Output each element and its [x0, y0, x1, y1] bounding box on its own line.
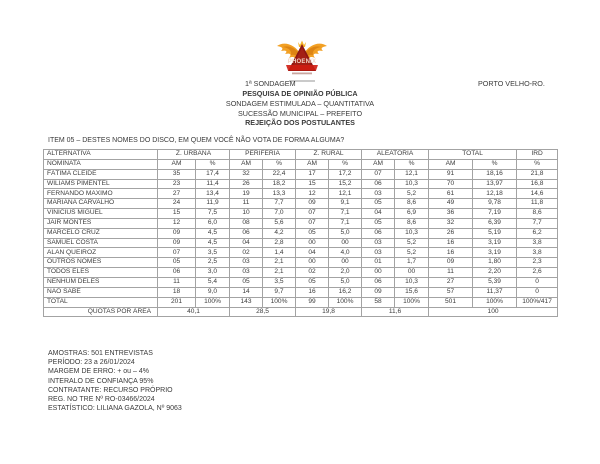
value-cell: 14,6 — [517, 189, 558, 199]
value-cell: 00 — [296, 258, 329, 268]
value-cell: 7,1 — [329, 209, 362, 219]
row-label-cell: TODOS ELES — [44, 268, 158, 278]
value-cell: 15 — [296, 179, 329, 189]
value-cell: 91 — [429, 169, 473, 179]
footer-error-margin: MARGEM DE ERRO: + ou – 4% — [48, 368, 149, 376]
footer-contractor: CONTRATANTE: RECURSO PRÓPRIO — [48, 386, 173, 394]
value-cell: 11,9 — [196, 199, 230, 209]
location-label: PORTO VELHO-RO. — [478, 79, 545, 88]
column-sub-header: AM — [362, 159, 395, 169]
table-row — [44, 238, 558, 248]
table-sub-header-row — [44, 159, 558, 169]
column-sub-header: % — [395, 159, 429, 169]
value-cell: 09 — [429, 258, 473, 268]
value-cell: 03 — [362, 238, 395, 248]
value-cell: 06 — [362, 277, 395, 287]
value-cell: 06 — [230, 228, 263, 238]
value-cell: 58 — [362, 297, 395, 307]
quota-value-cell: 28,5 — [230, 307, 296, 317]
table-row — [44, 277, 558, 287]
value-cell: 04 — [230, 238, 263, 248]
value-cell: 03 — [230, 268, 263, 278]
table-row — [44, 228, 558, 238]
value-cell: 7,7 — [263, 199, 296, 209]
value-cell: 09 — [296, 199, 329, 209]
value-cell: 57 — [429, 287, 473, 297]
value-cell: 07 — [362, 169, 395, 179]
value-cell: 4,2 — [263, 228, 296, 238]
row-label-cell: VINICIUS MIGUEL — [44, 209, 158, 219]
logo-fineprint-strip — [292, 73, 312, 75]
value-cell: 09 — [158, 238, 196, 248]
row-label-cell: WILIAMS PIMENTEL — [44, 179, 158, 189]
footer-samples: AMOSTRAS: 501 ENTREVISTAS — [48, 350, 153, 357]
value-cell: 23 — [158, 179, 196, 189]
value-cell: 2,1 — [263, 258, 296, 268]
column-sub-header: AM — [158, 159, 196, 169]
value-cell: 10,3 — [395, 228, 429, 238]
value-cell: 05 — [362, 199, 395, 209]
value-cell: 0 — [517, 277, 558, 287]
table-quotas-row — [44, 307, 558, 317]
item-question: ITEM 05 – DESTES NOMES DO DISCO, EM QUEM VOCÊ NÃO VOTA DE FORMA ALGUMA? — [48, 137, 345, 144]
value-cell: 09 — [362, 287, 395, 297]
column-group-header: ALEATÓRIA — [362, 150, 429, 160]
value-cell: 15,6 — [395, 287, 429, 297]
value-cell: 100% — [329, 297, 362, 307]
value-cell: 2,6 — [517, 268, 558, 278]
value-cell: 26 — [230, 179, 263, 189]
value-cell: 16 — [429, 238, 473, 248]
report-subtitle-section: REJEIÇÃO DOS POSTULANTES — [245, 118, 355, 127]
value-cell: 21,8 — [517, 169, 558, 179]
value-cell: 03 — [230, 258, 263, 268]
value-cell: 00 — [329, 238, 362, 248]
value-cell: 10,3 — [395, 179, 429, 189]
value-cell: 2,8 — [263, 238, 296, 248]
footer-registration: REG. NO TRE Nº RO-03466/2024 — [48, 396, 155, 404]
value-cell: 2,0 — [329, 268, 362, 278]
value-cell: 27 — [158, 189, 196, 199]
value-cell: 5,4 — [196, 277, 230, 287]
value-cell: 19 — [230, 189, 263, 199]
value-cell: 26 — [429, 228, 473, 238]
value-cell: 17,2 — [329, 169, 362, 179]
value-cell: 13,3 — [263, 189, 296, 199]
value-cell: 18,16 — [473, 169, 517, 179]
table-row — [44, 297, 558, 307]
table-row — [44, 258, 558, 268]
footer-info — [48, 349, 182, 413]
value-cell: 00 — [362, 268, 395, 278]
value-cell: 10,3 — [395, 277, 429, 287]
value-cell: 05 — [230, 277, 263, 287]
value-cell: 07 — [296, 218, 329, 228]
report-title: PESQUISA DE OPINIÃO PÚBLICA — [242, 89, 358, 98]
value-cell: 18 — [158, 287, 196, 297]
table-row — [44, 189, 558, 199]
value-cell: 27 — [429, 277, 473, 287]
value-cell: 9,78 — [473, 199, 517, 209]
value-cell: 7,19 — [473, 209, 517, 219]
phoenix-logo — [276, 38, 328, 85]
value-cell: 9,0 — [196, 287, 230, 297]
table-group-header-row — [44, 150, 558, 160]
table-row — [44, 218, 558, 228]
column-sub-header: % — [263, 159, 296, 169]
column-sub-header: % — [517, 159, 558, 169]
footer-period: PERÍODO: 23 a 26/01/2024 — [48, 359, 135, 367]
value-cell: 07 — [296, 209, 329, 219]
column-sub-header: % — [329, 159, 362, 169]
value-cell: 13,4 — [196, 189, 230, 199]
value-cell: 08 — [230, 218, 263, 228]
value-cell: 22,4 — [263, 169, 296, 179]
value-cell: 03 — [362, 189, 395, 199]
column-sub-header: AM — [429, 159, 473, 169]
row-label-cell: MARIANA CARVALHO — [44, 199, 158, 209]
value-cell: 04 — [362, 209, 395, 219]
value-cell: 501 — [429, 297, 473, 307]
value-cell: 12,18 — [473, 189, 517, 199]
value-cell: 1,7 — [395, 258, 429, 268]
value-cell: 12 — [296, 189, 329, 199]
value-cell: 16 — [296, 287, 329, 297]
value-cell: 05 — [362, 218, 395, 228]
value-cell: 02 — [296, 268, 329, 278]
value-cell: 16 — [429, 248, 473, 258]
value-cell: 4,0 — [329, 248, 362, 258]
footer-statistician: ESTATÍSTICO: LILIANA GAZOLA, Nº 9063 — [48, 405, 182, 413]
value-cell: 02 — [230, 248, 263, 258]
value-cell: 3,8 — [517, 238, 558, 248]
value-cell: 2,1 — [263, 268, 296, 278]
value-cell: 8,6 — [395, 199, 429, 209]
value-cell: 70 — [429, 179, 473, 189]
value-cell: 5,19 — [473, 228, 517, 238]
value-cell: 2,20 — [473, 268, 517, 278]
value-cell: 13,97 — [473, 179, 517, 189]
value-cell: 36 — [429, 209, 473, 219]
row-label-cell: TOTAL — [44, 297, 158, 307]
value-cell: 14 — [230, 287, 263, 297]
value-cell: 11 — [429, 268, 473, 278]
value-cell: 0 — [517, 287, 558, 297]
value-cell: 6,2 — [517, 228, 558, 238]
value-cell: 100% — [473, 297, 517, 307]
row-label-cell: FÁTIMA CLEIDE — [44, 169, 158, 179]
value-cell: 1,4 — [263, 248, 296, 258]
value-cell: 100% — [263, 297, 296, 307]
value-cell: 05 — [296, 228, 329, 238]
row-label-cell: SAMUEL COSTA — [44, 238, 158, 248]
value-cell: 35 — [158, 169, 196, 179]
value-cell: 32 — [429, 218, 473, 228]
table-row — [44, 287, 558, 297]
report-subtitle-method: SONDAGEM ESTIMULADA – QUANTITATIVA — [225, 99, 375, 108]
column-sub-header: % — [473, 159, 517, 169]
quota-value-cell: 40,1 — [158, 307, 230, 317]
quotas-label-cell: QUOTAS POR ÁREA — [44, 307, 158, 317]
table-row — [44, 169, 558, 179]
table-row — [44, 179, 558, 189]
value-cell: 06 — [158, 268, 196, 278]
report-subtitle-office: SUCESSÃO MUNICIPAL – PREFEITO — [237, 109, 363, 118]
value-cell: 3,19 — [473, 238, 517, 248]
value-cell: 201 — [158, 297, 196, 307]
phoenix-logo-graphic — [276, 38, 328, 85]
column-group-header: PERIFERIA — [230, 150, 296, 160]
value-cell: 09 — [158, 228, 196, 238]
value-cell: 11,8 — [517, 199, 558, 209]
value-cell: 9,1 — [329, 199, 362, 209]
column-group-header: ALTERNATIVA — [44, 150, 158, 160]
value-cell: 3,5 — [263, 277, 296, 287]
row-label-cell: FERNANDO MAXIMO — [44, 189, 158, 199]
value-cell: 06 — [362, 228, 395, 238]
value-cell: 61 — [429, 189, 473, 199]
value-cell: 12,1 — [329, 189, 362, 199]
quota-value-cell: 11,6 — [362, 307, 429, 317]
value-cell: 6,39 — [473, 218, 517, 228]
value-cell: 04 — [296, 248, 329, 258]
column-sub-header: AM — [230, 159, 263, 169]
logo-wordmark: PHOENIX — [287, 59, 317, 65]
quota-value-cell: 19,8 — [296, 307, 362, 317]
value-cell: 32 — [230, 169, 263, 179]
value-cell: 7,5 — [196, 209, 230, 219]
row-label-cell: MARCELO CRUZ — [44, 228, 158, 238]
results-table — [43, 149, 558, 317]
value-cell: 4,5 — [196, 228, 230, 238]
column-group-header: Z. RURAL — [296, 150, 362, 160]
value-cell: 5,6 — [263, 218, 296, 228]
value-cell: 7,1 — [329, 218, 362, 228]
footer-confidence: INTERALO DE CONFIANÇA 95% — [48, 377, 154, 385]
row-label-cell: NENHUM DELES — [44, 277, 158, 287]
value-cell: 11,37 — [473, 287, 517, 297]
value-cell: 3,19 — [473, 248, 517, 258]
value-cell: 17,4 — [196, 169, 230, 179]
value-cell: 06 — [362, 179, 395, 189]
column-sub-header: NOMINATA — [44, 159, 158, 169]
value-cell: 15 — [158, 209, 196, 219]
value-cell: 3,5 — [196, 248, 230, 258]
value-cell: 5,0 — [329, 277, 362, 287]
row-label-cell: ALAN QUEIROZ — [44, 248, 158, 258]
value-cell: 24 — [158, 199, 196, 209]
table-row — [44, 248, 558, 258]
table-row — [44, 199, 558, 209]
value-cell: 5,39 — [473, 277, 517, 287]
value-cell: 3,0 — [196, 268, 230, 278]
value-cell: 5,2 — [395, 189, 429, 199]
value-cell: 18,2 — [263, 179, 296, 189]
edition-label: 1ª SONDAGEM — [245, 79, 296, 88]
value-cell: 100%/417 — [517, 297, 558, 307]
value-cell: 7,0 — [263, 209, 296, 219]
value-cell: 11 — [158, 277, 196, 287]
value-cell: 11,4 — [196, 179, 230, 189]
value-cell: 10 — [230, 209, 263, 219]
value-cell: 7,7 — [517, 218, 558, 228]
value-cell: 12 — [158, 218, 196, 228]
value-cell: 17 — [296, 169, 329, 179]
value-cell: 03 — [362, 248, 395, 258]
value-cell: 4,5 — [196, 238, 230, 248]
value-cell: 05 — [296, 277, 329, 287]
value-cell: 01 — [362, 258, 395, 268]
row-label-cell: OUTROS NOMES — [44, 258, 158, 268]
quota-value-cell: 100 — [429, 307, 558, 317]
column-sub-header: AM — [296, 159, 329, 169]
value-cell: 07 — [158, 248, 196, 258]
value-cell: 6,0 — [196, 218, 230, 228]
value-cell: 9,7 — [263, 287, 296, 297]
value-cell: 2,5 — [196, 258, 230, 268]
value-cell: 12,1 — [395, 169, 429, 179]
value-cell: 5,2 — [395, 238, 429, 248]
table-row — [44, 268, 558, 278]
value-cell: 2,3 — [517, 258, 558, 268]
column-group-header: TOTAL — [429, 150, 517, 160]
value-cell: 100% — [196, 297, 230, 307]
column-sub-header: % — [196, 159, 230, 169]
value-cell: 3,8 — [517, 248, 558, 258]
value-cell: 49 — [429, 199, 473, 209]
value-cell: 1,80 — [473, 258, 517, 268]
value-cell: 16,2 — [329, 287, 362, 297]
value-cell: 8,6 — [395, 218, 429, 228]
value-cell: 15,2 — [329, 179, 362, 189]
value-cell: 00 — [296, 238, 329, 248]
row-label-cell: JAIR MONTES — [44, 218, 158, 228]
value-cell: 8,6 — [517, 209, 558, 219]
value-cell: 6,9 — [395, 209, 429, 219]
column-group-header: IRD — [517, 150, 558, 160]
value-cell: 00 — [329, 258, 362, 268]
value-cell: 143 — [230, 297, 263, 307]
value-cell: 5,0 — [329, 228, 362, 238]
column-group-header: Z. URBANA — [158, 150, 230, 160]
value-cell: 5,2 — [395, 248, 429, 258]
value-cell: 16,8 — [517, 179, 558, 189]
table-row — [44, 209, 558, 219]
value-cell: 100% — [395, 297, 429, 307]
value-cell: 99 — [296, 297, 329, 307]
value-cell: 00 — [395, 268, 429, 278]
row-label-cell: NÃO SABE — [44, 287, 158, 297]
results-table-body — [44, 150, 558, 317]
value-cell: 05 — [158, 258, 196, 268]
value-cell: 11 — [230, 199, 263, 209]
